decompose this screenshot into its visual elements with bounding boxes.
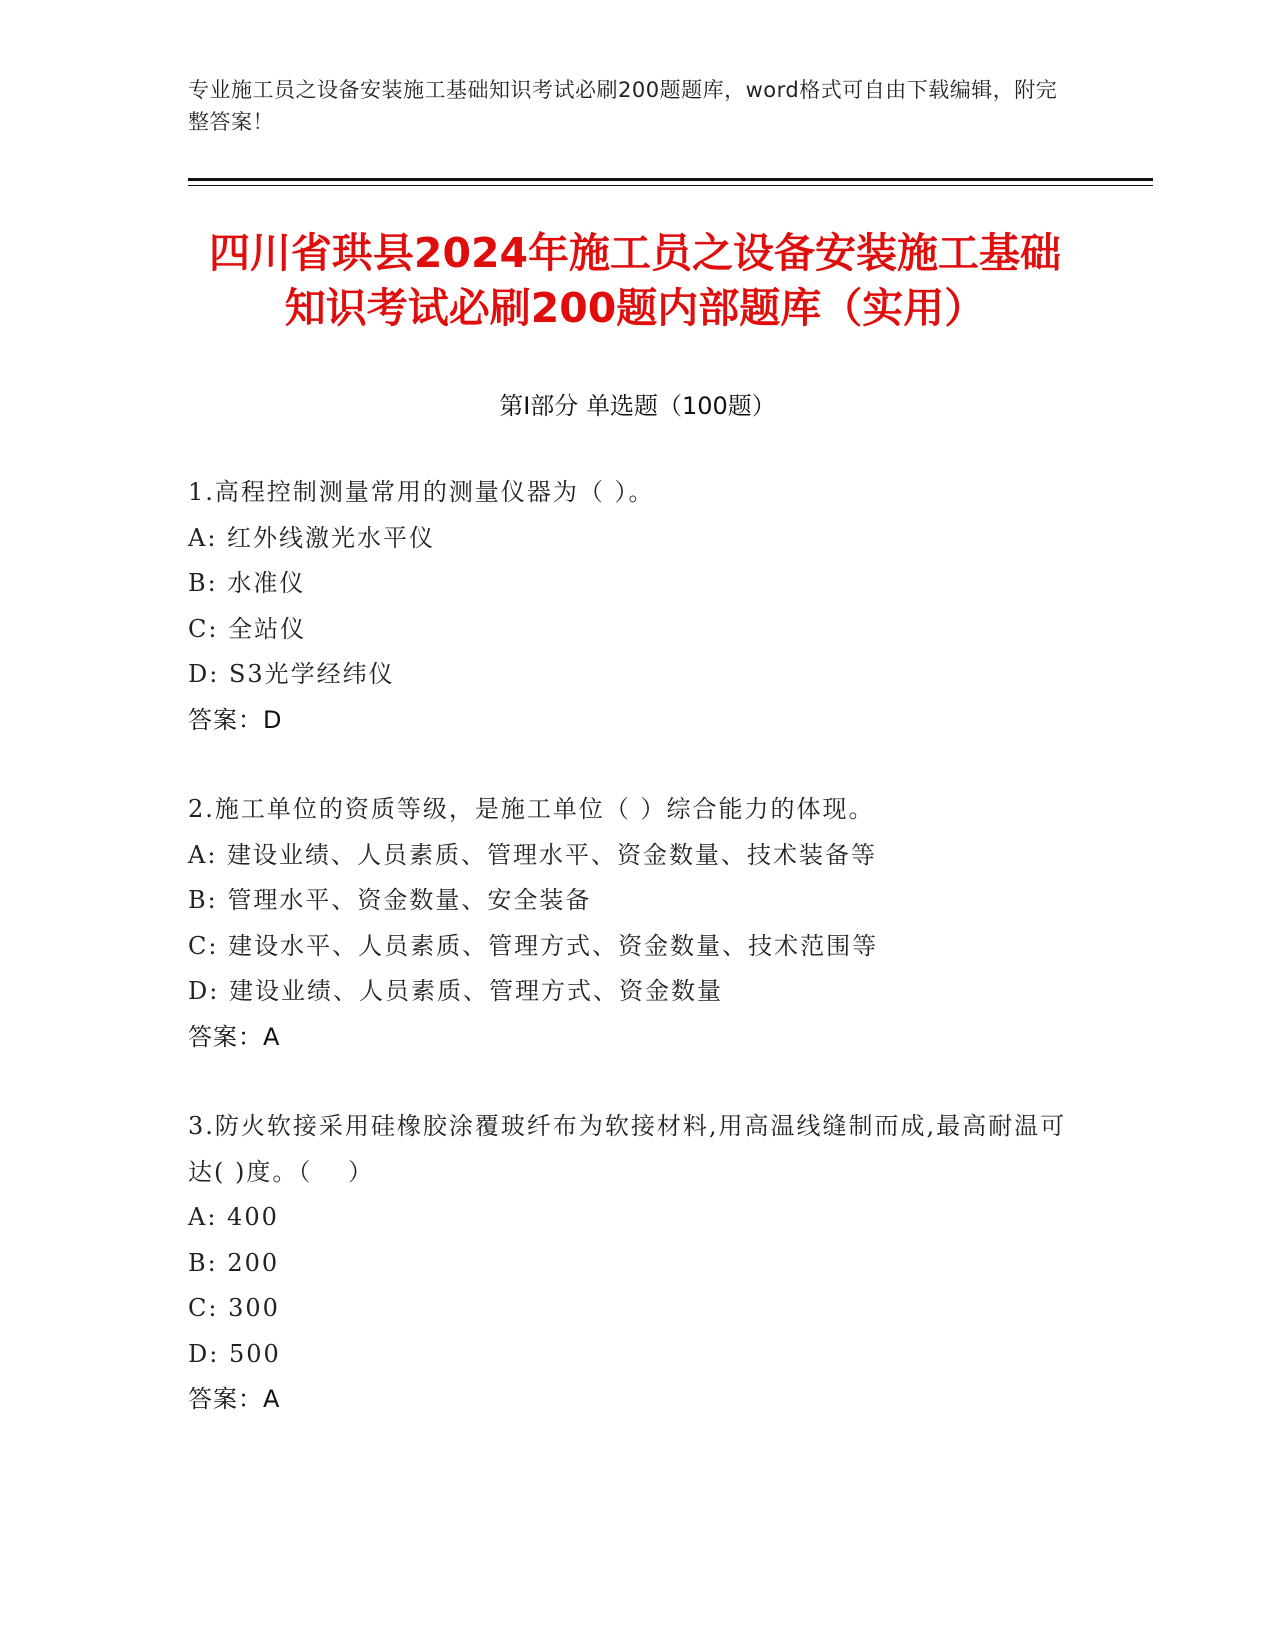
question-1 [188, 470, 1068, 743]
answer: 答案：D [188, 705, 283, 734]
question-stem: 1.高程控制测量常用的测量仪器为（ ）。 [188, 478, 655, 506]
option-a: A: 红外线激光水平仪 [188, 523, 436, 552]
document-title: 四川省珙县2024年施工员之设备安装施工基础知识考试必刷200题内部题库（实用） [208, 229, 1062, 332]
option-c: C: 建设水平、人员素质、管理方式、资金数量、技术范围等 [188, 931, 879, 960]
option-a: A: 建设业绩、人员素质、管理水平、资金数量、技术装备等 [188, 840, 878, 869]
option-b: B: 200 [188, 1248, 280, 1277]
question-stem: 3.防火软接采用硅橡胶涂覆玻纤布为软接材料,用高温线缝制而成,最高耐温可达( )度。（ ） [188, 1112, 1067, 1186]
header-rule-thin [188, 185, 1153, 186]
header-note: 专业施工员之设备安装施工基础知识考试必刷200题题库，word格式可自由下载编辑，附完整答案！ [188, 78, 1058, 134]
question-stem: 2.施工单位的资质等级，是施工单位（ ）综合能力的体现。 [188, 795, 875, 823]
section-heading: 第I部分 单选题（100题） [499, 392, 776, 420]
option-d: D: 500 [188, 1339, 281, 1368]
answer: 答案：A [188, 1022, 281, 1051]
option-c: C: 全站仪 [188, 614, 307, 643]
option-d: D: 建设业绩、人员素质、管理方式、资金数量 [188, 977, 723, 1005]
question-3 [188, 1104, 1068, 1423]
option-b: B: 管理水平、资金数量、安全装备 [188, 886, 592, 914]
option-b: B: 水准仪 [188, 569, 306, 597]
question-2 [188, 787, 1068, 1060]
header-rule-thick [188, 178, 1153, 181]
answer: 答案：A [188, 1385, 281, 1413]
option-d: D: S3光学经纬仪 [188, 660, 395, 688]
option-a: A: 400 [188, 1203, 279, 1231]
option-c: C: 300 [188, 1294, 280, 1322]
